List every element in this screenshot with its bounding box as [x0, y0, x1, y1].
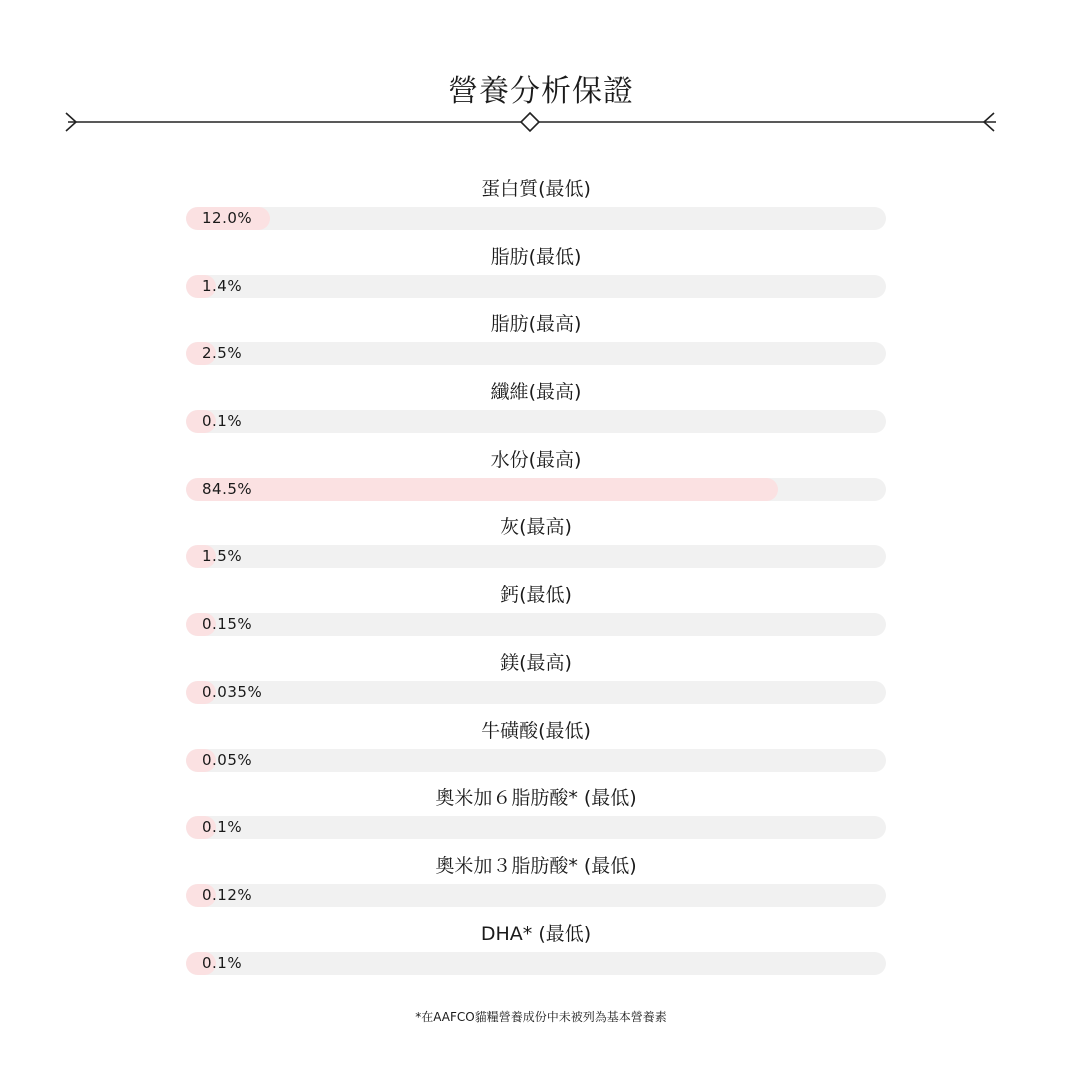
footnote: *在AAFCO貓糧營養成份中未被列為基本營養素 [415, 1010, 667, 1024]
bar-track [186, 410, 886, 433]
bar-value-label: 0.12% [202, 885, 253, 904]
nutrient-label: 脂肪(最高) [490, 313, 582, 336]
bar-value-label: 0.1% [202, 818, 243, 837]
bar-value-label: 0.035% [202, 682, 263, 701]
bar-track [186, 884, 886, 907]
bar-track [186, 545, 886, 568]
bar-track [186, 816, 886, 839]
nutrient-label: 鎂(最高) [500, 651, 572, 674]
nutrient-row [186, 241, 886, 309]
bar-track [186, 749, 886, 772]
bar-track [186, 681, 886, 704]
nutrient-label: 蛋白質(最低) [481, 178, 591, 200]
bar-value-label: 12.0% [202, 209, 253, 227]
nutrient-row [186, 715, 886, 783]
bar-value-label: 0.15% [202, 615, 253, 634]
nutrient-label: 纖維(最高) [490, 381, 582, 404]
nutrient-row [186, 647, 886, 715]
nutrient-label: 水份(最高) [490, 448, 582, 471]
bar-value-label: 0.05% [202, 750, 253, 769]
nutrient-row [186, 850, 886, 918]
nutrient-row [186, 173, 886, 241]
nutrient-row [186, 918, 886, 986]
nutrient-row [186, 308, 886, 376]
nutrient-bar-chart [186, 173, 886, 985]
nutrient-label: 牛磺酸(最低) [481, 719, 591, 742]
nutrient-label: 鈣(最低) [500, 584, 572, 607]
divider-center-diamond [521, 113, 539, 131]
bar-track [186, 275, 886, 298]
nutrient-label: DHA* (最低) [480, 922, 592, 945]
bar-track [186, 342, 886, 365]
bar-value-label: 84.5% [202, 479, 253, 498]
ornamental-divider [0, 106, 1082, 138]
nutrient-label: 灰(最高) [500, 516, 572, 539]
nutrient-label: 脂肪(最低) [490, 245, 582, 268]
bar-track [186, 613, 886, 636]
nutrient-label: 奧米加３脂肪酸* (最低) [435, 854, 637, 877]
bar-value-label: 0.1% [202, 953, 243, 972]
bar-value-label: 2.5% [202, 344, 243, 363]
nutrient-row [186, 376, 886, 444]
bar-value-label: 1.5% [202, 547, 243, 566]
nutrient-row [186, 444, 886, 512]
page-title: 營養分析保證 [448, 74, 634, 110]
bar-track [186, 952, 886, 975]
nutrient-row [186, 782, 886, 850]
nutrient-row [186, 579, 886, 647]
bar-fill [186, 478, 778, 501]
bar-value-label: 0.1% [202, 412, 243, 431]
bar-track [186, 478, 886, 501]
bar-value-label: 1.4% [202, 276, 243, 295]
bar-track [186, 207, 886, 230]
nutrient-row [186, 511, 886, 579]
nutrient-label: 奧米加６脂肪酸* (最低) [435, 787, 637, 810]
